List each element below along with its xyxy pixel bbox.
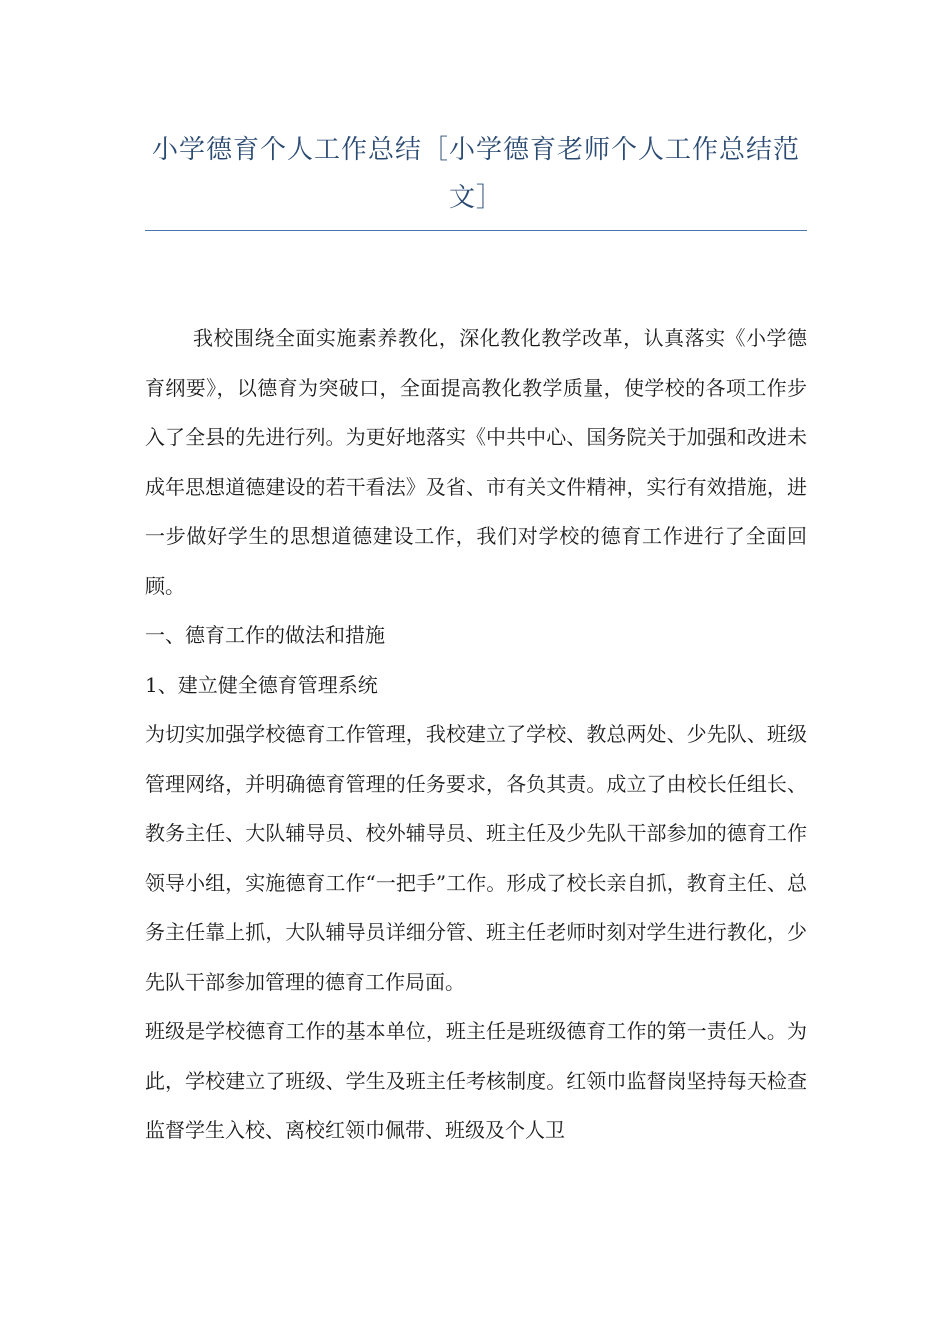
section-heading: 一、德育工作的做法和措施 — [145, 623, 385, 647]
title-divider — [145, 230, 807, 231]
body-paragraph: 为切实加强学校德育工作管理，我校建立了学校、教总两处、少先队、班级管理网络，并明确德育管理的任务要求，各负其责。成立了由校长任组长、教务主任、大队辅导员、校外辅导员、班主任及少先队干部参加的德育工作领导小组，实施德育工作“一把手”工作。形成了校长亲自抓，教育主任、总务主任靠上抓，大队辅导员详细分管、班主任老师时刻对学生进行教化，少先队干部参加管理的德育工作局面。 — [145, 722, 807, 994]
document-title: 小学德育个人工作总结［小学德育老师个人工作总结范文］ — [151, 135, 800, 213]
intro-paragraph: 我校围绕全面实施素养教化，深化教化教学改革，认真落实《小学德育纲要》，以德育为突破口，全面提高教化教学质量，使学校的各项工作步入了全县的先进行列。为更好地落实《中共中心、国务院关于加强和改进未成年思想道德建设的若干看法》及省、市有关文件精神，实行有效措施，进一步做好学生的思想道德建设工作，我们对学校的德育工作进行了全面回顾。 — [145, 326, 807, 598]
subsection-heading: 1、建立健全德育管理系统 — [145, 672, 378, 697]
body-paragraph: 班级是学校德育工作的基本单位，班主任是班级德育工作的第一责任人。为此，学校建立了班级、学生及班主任考核制度。红领巾监督岗坚持每天检查监督学生入校、离校红领巾佩带、班级及个人卫 — [145, 1019, 807, 1142]
document-body — [145, 314, 807, 1156]
